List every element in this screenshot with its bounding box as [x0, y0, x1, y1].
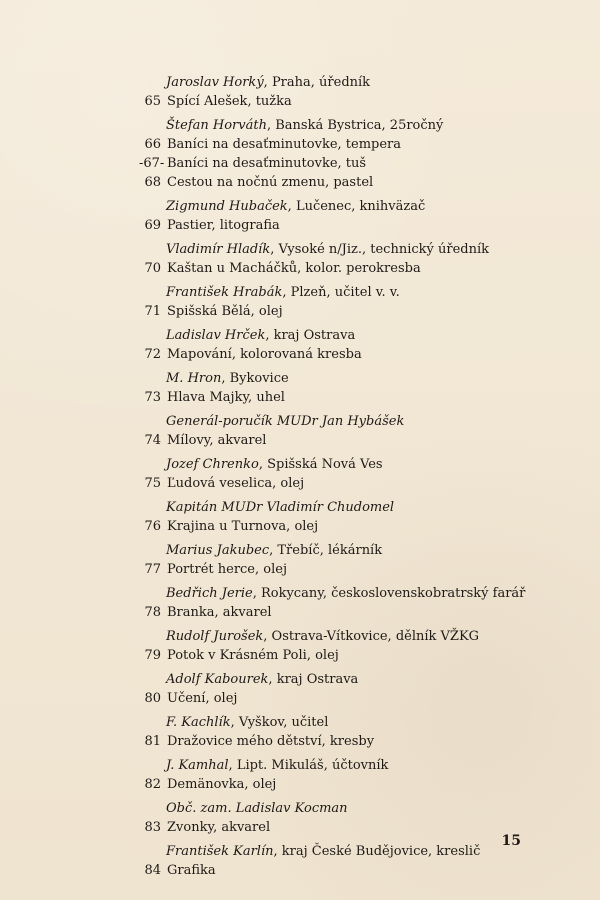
artwork-description: Potok v Krásném Poli, olej	[167, 648, 339, 663]
artist-line	[139, 116, 519, 135]
artist-details: Vysoké n/Jiz., technický úředník	[278, 242, 490, 257]
catalog-entry	[139, 584, 526, 622]
artwork-description: Branka, akvarel	[167, 605, 272, 620]
artist-details: Třebíč, lékárník	[277, 543, 383, 558]
artist-name: Obč. zam. Ladislav Kocman	[166, 801, 348, 816]
artist-name: Jaroslav Horký	[166, 75, 264, 90]
artwork-description: Pastier, litografia	[167, 218, 280, 233]
artist-details: Spišská Nová Ves	[267, 457, 383, 472]
artwork-description: Grafika	[167, 863, 216, 878]
artist-name: M. Hron	[166, 371, 222, 386]
artwork-description: Portrét herce, olej	[167, 562, 287, 577]
artwork-number: 73	[144, 390, 161, 405]
artist-details: Ostrava-Vítkovice, dělník VŽKG	[271, 629, 480, 644]
artwork-description: Spící Alešek, tužka	[167, 94, 292, 109]
artist-name: František Karlín	[166, 844, 274, 859]
artist-details: Lučenec, knihväzač	[295, 199, 426, 214]
artwork-number: 65	[144, 94, 161, 109]
artist-name: F. Kachlík	[166, 715, 231, 730]
artist-separator: ,	[265, 328, 274, 343]
artist-line	[139, 73, 519, 92]
artist-details: Praha, úředník	[271, 75, 371, 90]
catalog-list	[139, 73, 526, 885]
artist-separator: ,	[230, 715, 239, 730]
artist-details: Vyškov, učitel	[238, 715, 329, 730]
artist-line	[139, 799, 519, 818]
artwork-description: Cestou na nočnú zmenu, pastel	[167, 175, 374, 190]
artist-name: Marius Jakubec	[166, 543, 270, 558]
artist-separator: ,	[287, 199, 296, 214]
catalog-entry	[139, 713, 519, 751]
artwork-line	[139, 560, 519, 579]
artist-line	[139, 240, 519, 259]
artist-details: Plzeň, učitel v. v.	[290, 285, 400, 300]
catalog-entry	[139, 240, 519, 278]
artwork-number: 80	[144, 691, 161, 706]
artist-line	[139, 627, 519, 646]
artwork-line	[139, 135, 519, 154]
artwork-number: 71	[144, 304, 161, 319]
catalog-entry	[139, 498, 519, 536]
artist-details: kraj České Budějovice, kreslič	[281, 844, 481, 859]
artwork-line	[139, 689, 519, 708]
artist-separator: ,	[270, 242, 279, 257]
catalog-entry	[139, 116, 519, 192]
artist-name: Štefan Horváth	[166, 118, 267, 133]
catalog-entry	[139, 799, 519, 837]
artwork-number: 69	[144, 218, 161, 233]
artist-details: Banská Bystrica, 25ročný	[275, 118, 444, 133]
artist-name: Rudolf Jurošek	[166, 629, 264, 644]
artist-line	[139, 670, 519, 689]
artist-separator: ,	[263, 75, 272, 90]
artwork-line	[139, 259, 519, 278]
artwork-number: 83	[144, 820, 161, 835]
page-number: 15	[501, 833, 521, 849]
artist-line	[139, 842, 519, 861]
artist-separator: ,	[228, 758, 237, 773]
artist-separator: ,	[266, 118, 276, 133]
artwork-description: Mapování, kolorovaná kresba	[167, 347, 362, 362]
artist-name: Adolf Kabourek	[166, 672, 269, 687]
artwork-number: 68	[144, 175, 161, 190]
artist-line	[139, 541, 519, 560]
artwork-line	[139, 345, 519, 364]
artist-name: Kapitán MUDr Vladimír Chudomel	[166, 500, 395, 515]
artwork-line	[139, 861, 519, 880]
artist-details: Bykovice	[229, 371, 289, 386]
artwork-number: -67-	[139, 156, 165, 171]
artwork-line	[139, 216, 519, 235]
artist-name: Vladimír Hladík	[166, 242, 271, 257]
artwork-description: Spišská Bělá, olej	[167, 304, 283, 319]
artist-line	[139, 412, 519, 431]
artwork-description: Mílovy, akvarel	[167, 433, 267, 448]
artist-separator: ,	[221, 371, 230, 386]
artist-name: Zigmund Hubaček	[166, 199, 288, 214]
artist-separator: ,	[273, 844, 282, 859]
artwork-description: Krajina u Turnova, olej	[167, 519, 319, 534]
artist-name: Generál-poručík MUDr Jan Hybášek	[166, 414, 405, 429]
artwork-description: Demänovka, olej	[167, 777, 277, 792]
artwork-line	[139, 173, 519, 192]
artist-line	[139, 197, 519, 216]
catalog-entry	[139, 73, 519, 111]
artwork-description: Dražovice mého dětství, kresby	[167, 734, 375, 749]
artwork-description: Baníci na desaťminutovke, tuš	[167, 156, 367, 171]
artwork-number: 77	[144, 562, 161, 577]
artwork-line	[139, 603, 519, 622]
artwork-number: 74	[144, 433, 161, 448]
artwork-number: 81	[144, 734, 161, 749]
artwork-number: 66	[144, 137, 161, 152]
artwork-description: Hlava Majky, uhel	[167, 390, 285, 405]
catalog-entry	[139, 455, 519, 493]
catalog-entry	[139, 369, 519, 407]
artist-name: J. Kamhal	[166, 758, 229, 773]
artist-line	[139, 455, 519, 474]
artwork-line	[139, 474, 519, 493]
artwork-line	[139, 431, 519, 450]
artist-name: Jozef Chrenko	[166, 457, 259, 472]
artwork-number: 75	[144, 476, 161, 491]
artwork-description: Ľudová veselica, olej	[167, 476, 305, 491]
artist-line	[139, 283, 519, 302]
artwork-line	[139, 646, 519, 665]
artwork-number: 76	[144, 519, 161, 534]
artwork-line	[139, 732, 519, 751]
artwork-line	[139, 388, 519, 407]
artist-name: Ladislav Hrček	[166, 328, 266, 343]
artwork-line	[139, 302, 519, 321]
catalog-entry	[139, 842, 519, 880]
artist-line	[139, 369, 519, 388]
catalog-entry	[139, 756, 519, 794]
artwork-description: Baníci na desaťminutovke, tempera	[167, 137, 402, 152]
catalog-entry	[139, 326, 519, 364]
artist-separator: ,	[282, 285, 291, 300]
catalog-entry	[139, 412, 519, 450]
artwork-line	[139, 92, 519, 111]
artist-details: kraj Ostrava	[273, 328, 356, 343]
artwork-line	[139, 818, 519, 837]
artwork-number: 70	[144, 261, 161, 276]
artwork-description: Zvonky, akvarel	[167, 820, 271, 835]
artwork-line	[139, 775, 519, 794]
catalog-entry	[139, 283, 519, 321]
artist-details: Lipt. Mikuláš, účtovník	[236, 758, 389, 773]
artist-separator: ,	[258, 457, 268, 472]
artist-separator: ,	[268, 672, 277, 687]
catalog-entry	[139, 197, 519, 235]
artwork-number: 78	[144, 605, 161, 620]
artwork-line	[139, 154, 519, 173]
artwork-number: 79	[144, 648, 161, 663]
artist-line	[139, 756, 519, 775]
artist-name: Bedřich Jerie	[166, 586, 253, 601]
catalog-entry	[139, 541, 519, 579]
artist-name: František Hrabák	[166, 285, 283, 300]
artist-details: Rokycany, československobratrský farář	[260, 586, 526, 601]
artist-line	[139, 498, 519, 517]
artist-line	[139, 584, 526, 603]
artist-separator: ,	[263, 629, 272, 644]
artist-line	[139, 326, 519, 345]
artist-separator: ,	[269, 543, 278, 558]
artwork-description: Kaštan u Macháčků, kolor. perokresba	[167, 261, 421, 276]
artwork-number: 82	[144, 777, 161, 792]
artist-line	[139, 713, 519, 732]
artist-details: kraj Ostrava	[276, 672, 359, 687]
artwork-number: 72	[144, 347, 161, 362]
artwork-number: 84	[144, 863, 161, 878]
catalog-entry	[139, 627, 519, 665]
artwork-description: Učení, olej	[167, 691, 238, 706]
catalog-entry	[139, 670, 519, 708]
artwork-line	[139, 517, 519, 536]
artist-separator: ,	[252, 586, 261, 601]
